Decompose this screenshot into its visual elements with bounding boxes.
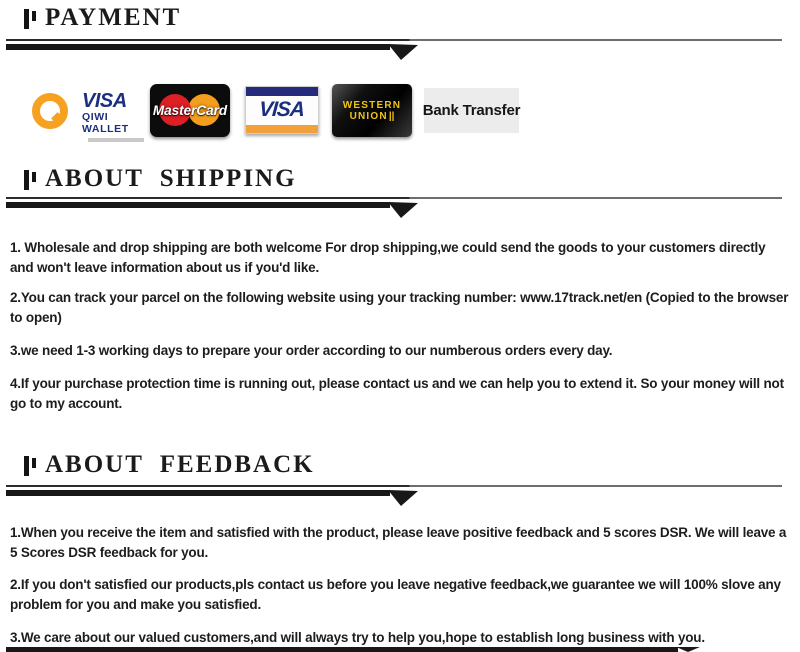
western-union-line2 xyxy=(350,111,395,122)
bottom-divider-bar xyxy=(6,647,678,652)
western-union-logo xyxy=(332,84,412,137)
divider-thick-bar xyxy=(6,202,390,208)
qiwi-text-block xyxy=(82,91,144,142)
divider-thin-line xyxy=(6,39,782,41)
shipping-paragraph-3: 3.we need 1-3 working days to prepare your order according to our numberous orders every day. xyxy=(10,343,613,358)
divider-arrow-icon xyxy=(388,44,420,62)
visa-blue-band xyxy=(246,87,318,96)
divider-thick-bar xyxy=(6,44,390,50)
header-bars-icon xyxy=(24,5,36,29)
qiwi-q-icon xyxy=(32,93,68,129)
visa-qiwi-wallet-logo xyxy=(28,90,144,136)
shipping-section-header xyxy=(24,166,297,192)
visa-gold-band xyxy=(246,125,318,133)
western-union-bars-icon: || xyxy=(388,110,395,122)
feedback-paragraph-2: 2.If you don't satisfied our products,pls contact us before you leave negative feedback,we guarantee we will 100% slove any problem for you and make you satisfied. xyxy=(10,577,781,612)
shipping-section-divider xyxy=(0,197,800,215)
qiwi-wallet-label: QIWI WALLET xyxy=(82,111,129,135)
bottom-divider-arrow-icon xyxy=(676,647,702,652)
visa-card-logo xyxy=(245,86,319,134)
feedback-section-divider xyxy=(0,485,800,503)
divider-arrow-icon xyxy=(388,202,420,220)
divider-thick-bar xyxy=(6,490,390,496)
payment-section-divider xyxy=(0,39,800,57)
bank-transfer-label: Bank Transfer xyxy=(422,102,521,119)
qiwi-fineprint-strip xyxy=(88,138,144,142)
qiwi-visa-label: VISA xyxy=(82,90,127,112)
shipping-paragraph-1: 1. Wholesale and drop shipping are both welcome For drop shipping,we could send the goods to your customers directly and won't leave information about us if you'd like. xyxy=(10,240,766,275)
bank-transfer-badge xyxy=(424,88,519,133)
divider-thin-line xyxy=(6,485,782,487)
payment-methods-row xyxy=(0,84,800,142)
header-bars-icon xyxy=(24,452,36,476)
feedback-section-title: ABOUT FEEDBACK xyxy=(45,451,315,478)
payment-section-header xyxy=(24,5,181,31)
shipping-section-title: ABOUT SHIPPING xyxy=(45,165,297,192)
qiwi-q-tail xyxy=(51,112,64,125)
western-union-line1: WESTERN xyxy=(342,99,402,111)
divider-thin-line xyxy=(6,197,782,199)
visa-label: VISA xyxy=(258,98,306,121)
mastercard-label: MasterCard xyxy=(152,103,228,118)
feedback-paragraph-1: 1.When you receive the item and satisfied with the product, please leave positive feedback and 5 scores DSR. We will leave a 5 Scores DSR feedback for you. xyxy=(10,525,787,560)
payment-section-title: PAYMENT xyxy=(45,4,182,31)
shipping-paragraph-2: 2.You can track your parcel on the following website using your tracking number: www.17track.net/en (Copied to the browser to open) xyxy=(10,290,789,325)
feedback-section-header xyxy=(24,452,315,478)
header-bars-icon xyxy=(24,166,36,190)
feedback-paragraph-3: 3.We care about our valued customers,and will always try to help you,hope to establish long business with you. xyxy=(10,630,705,645)
western-union-union-label: UNION xyxy=(349,110,388,122)
shipping-paragraph-4: 4.If your purchase protection time is running out, please contact us and we can help you to extend it. So your money will not go to my account. xyxy=(10,376,784,411)
divider-arrow-icon xyxy=(388,490,420,508)
mastercard-logo xyxy=(150,84,230,137)
